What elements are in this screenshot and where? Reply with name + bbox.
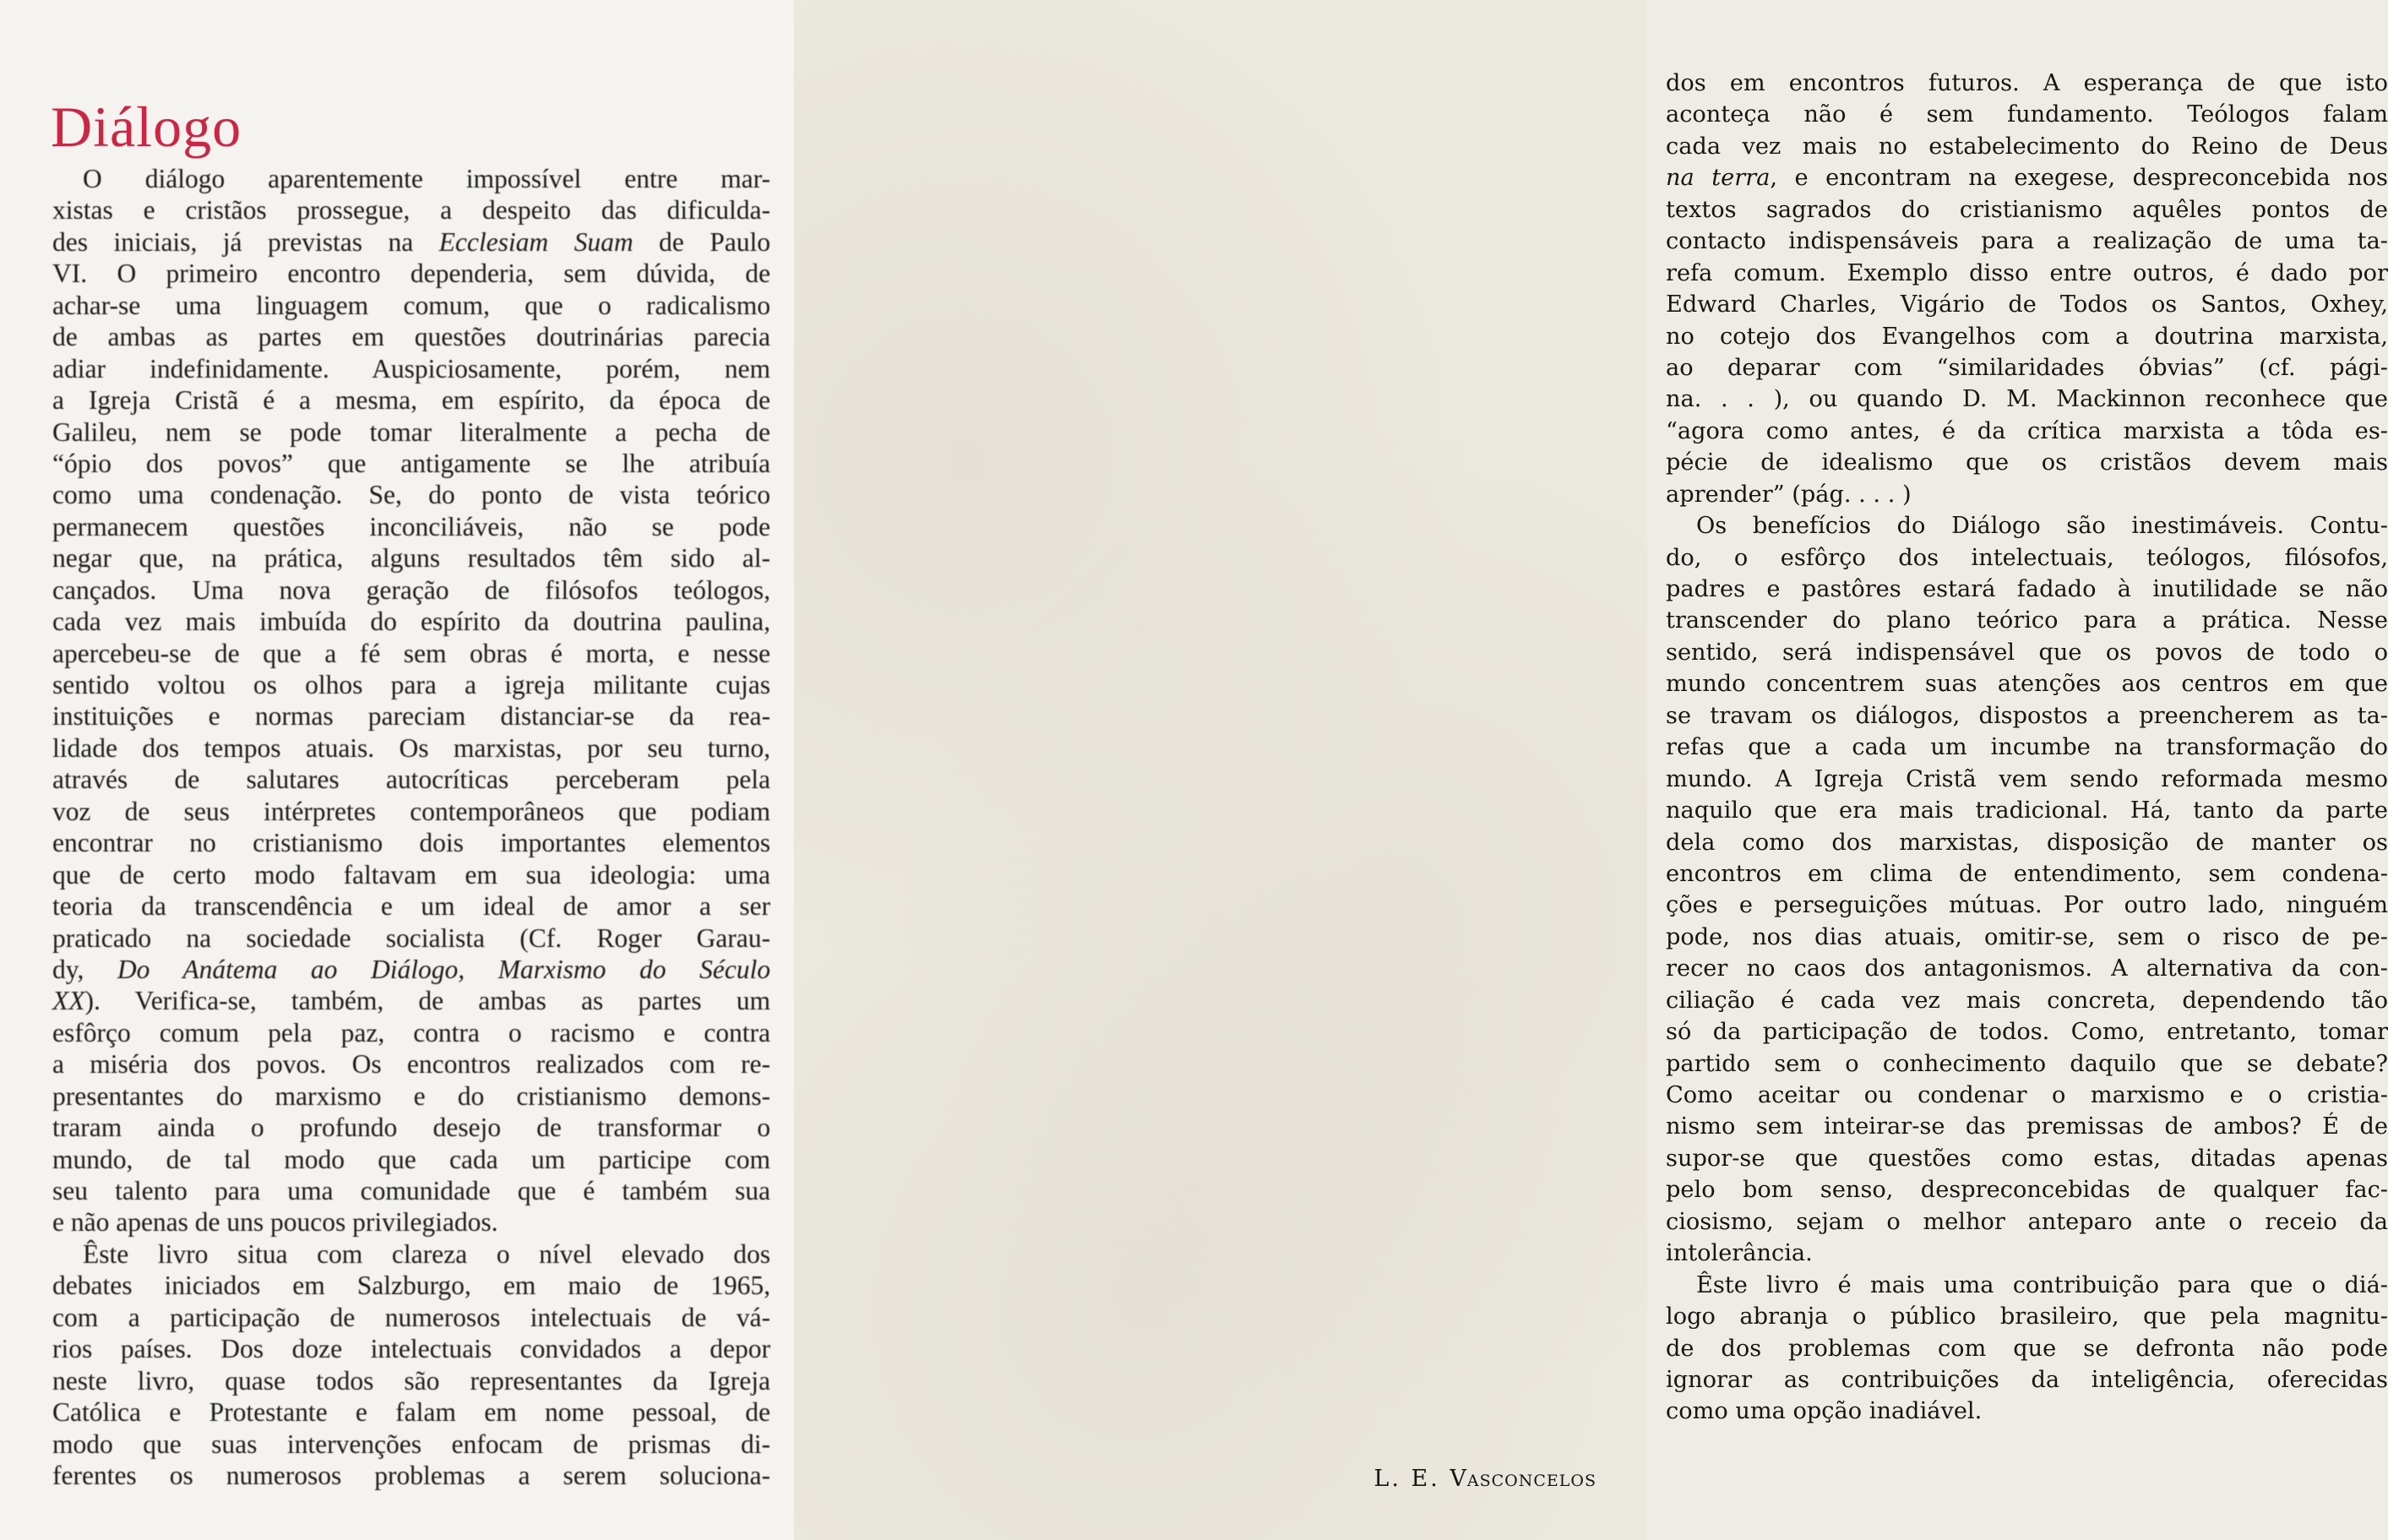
text-line: encontrar no cristianismo dois importantes elementos bbox=[52, 828, 770, 858]
author-signature bbox=[1374, 1466, 1597, 1492]
text-line: através de salutares autocríticas perceberam pela bbox=[52, 765, 770, 795]
text-line: encontros em clima de entendimento, sem condena- bbox=[1666, 860, 2388, 887]
italic-title: Ecclesiam Suam bbox=[438, 226, 634, 257]
text-line: de dos problemas com que se defronta não pode bbox=[1666, 1335, 2388, 1362]
text-line: praticado na sociedade socialista (Cf. Roger Garau- bbox=[52, 922, 770, 953]
text-line: logo abranja o público brasileiro, que pela magnitu- bbox=[1666, 1303, 2388, 1330]
text-line: contacto indispensáveis para a realização de uma ta- bbox=[1666, 228, 2388, 255]
text-run: dy, bbox=[52, 954, 117, 984]
text-line: O diálogo aparentemente impossível entre mar- bbox=[83, 164, 770, 193]
left-column-text bbox=[52, 163, 770, 1491]
text-line: pelo bom senso, despreconcebidas de qualquer fac- bbox=[1666, 1177, 2388, 1204]
text-run: , e encontram na exegese, despreconcebida nos bbox=[1770, 165, 2388, 192]
text-line: aprender” (pág. . . . ) bbox=[1666, 481, 1912, 508]
text-line: como uma condenação. Se, do ponto de vista teórico bbox=[52, 480, 770, 510]
text-line: a miséria dos povos. Os encontros realizados com re- bbox=[52, 1049, 770, 1080]
text-line: Galileu, nem se pode tomar literalmente a pecha de bbox=[52, 416, 770, 447]
text-line: ciliação é cada vez mais concreta, dependendo tão bbox=[1666, 987, 2388, 1014]
text-line: naquilo que era mais tradicional. Há, tanto da parte bbox=[1666, 797, 2388, 824]
text-line: achar-se uma linguagem comum, que o radicalismo bbox=[52, 290, 770, 320]
text-line: xistas e cristãos prossegue, a despeito das dificulda- bbox=[52, 195, 770, 226]
text-line: mundo, de tal modo que cada um participe com bbox=[52, 1144, 770, 1174]
text-line: ignorar as contribuições da inteligência, oferecidas bbox=[1666, 1366, 2388, 1393]
text-line: cada vez mais imbuída do espírito da doutrina paulina, bbox=[52, 607, 770, 637]
text-line: recer no caos dos antagonismos. A alternativa da con- bbox=[1666, 955, 2388, 982]
text-line bbox=[52, 954, 770, 985]
text-line: partido sem o conhecimento daquilo que se debate? bbox=[1666, 1050, 2388, 1077]
text-line: teoria da transcendência e um ideal de amor a ser bbox=[52, 891, 770, 922]
text-line: esfôrço comum pela paz, contra o racismo e contra bbox=[52, 1017, 770, 1048]
text-line: nismo sem inteirar-se das premissas de ambos? É de bbox=[1666, 1113, 2388, 1140]
text-run: des iniciais, já previstas na bbox=[52, 226, 439, 257]
text-line: só da participação de todos. Como, entretanto, tomar bbox=[1666, 1019, 2388, 1046]
text-line: refas que a cada um incumbe na transformação do bbox=[1666, 734, 2388, 761]
right-page bbox=[794, 0, 2388, 1540]
text-line: lidade dos tempos atuais. Os marxistas, por seu turno, bbox=[52, 732, 770, 763]
text-line: pécie de idealismo que os cristãos devem mais bbox=[1666, 449, 2388, 476]
text-line: debates iniciados em Salzburgo, em maio de 1965, bbox=[52, 1271, 770, 1301]
text-run: de Paulo bbox=[633, 226, 771, 257]
text-line: ções e perseguições mútuas. Por outro lado, ninguém bbox=[1666, 892, 2388, 919]
text-line: Edward Charles, Vigário de Todos os Santos, Oxhey, bbox=[1666, 291, 2388, 318]
text-line: “ópio dos povos” que antigamente se lhe atribuía bbox=[52, 448, 770, 478]
text-line: Católica e Protestante e falam em nome pessoal, de bbox=[52, 1397, 770, 1428]
text-line: mundo. A Igreja Cristã vem sendo reformada mesmo bbox=[1666, 765, 2388, 792]
text-line: com a participação de numerosos intelectuais de vá- bbox=[52, 1302, 770, 1332]
text-line: aconteça não é sem fundamento. Teólogos falam bbox=[1666, 101, 2388, 128]
right-column-text bbox=[1666, 68, 2388, 1428]
text-line: padres e pastôres estará fadado à inutilidade se não bbox=[1666, 576, 2388, 602]
text-line bbox=[1666, 162, 2388, 193]
text-line: seu talento para uma comunidade que é também sua bbox=[52, 1176, 770, 1205]
text-line: de ambas as partes em questões doutrinárias parecia bbox=[52, 322, 770, 352]
text-line: Êste livro é mais uma contribuição para que o diá- bbox=[1696, 1271, 2388, 1298]
text-line: adiar indefinidamente. Auspiciosamente, porém, nem bbox=[52, 353, 770, 384]
text-line bbox=[52, 985, 770, 1016]
text-line: a Igreja Cristã é a mesma, em espírito, da época de bbox=[52, 385, 770, 416]
text-line: como uma opção inadiável. bbox=[1666, 1398, 1983, 1425]
text-line: Êste livro situa com clareza o nível elevado dos bbox=[83, 1238, 770, 1269]
left-page bbox=[0, 0, 794, 1540]
text-run: ). Verifica-se, também, de ambas as partes um bbox=[84, 986, 770, 1016]
text-line: na. . . ), ou quando D. M. Mackinnon reconhece que bbox=[1666, 386, 2388, 413]
text-line: ferentes os numerosos problemas a serem soluciona- bbox=[52, 1460, 770, 1490]
text-line: traram ainda o profundo desejo de transformar o bbox=[52, 1113, 770, 1143]
text-line: cançados. Uma nova geração de filósofos teólogos, bbox=[52, 574, 770, 605]
text-line: rios países. Dos doze intelectuais convidados a depor bbox=[52, 1334, 770, 1364]
page-title: Diálogo bbox=[51, 94, 242, 159]
text-line: apercebeu-se de que a fé sem obras é morta, e nesse bbox=[52, 638, 770, 668]
text-line: modo que suas intervenções enfocam de prismas di- bbox=[52, 1428, 770, 1459]
italic-title: XX bbox=[52, 986, 85, 1016]
text-line: que de certo modo faltavam em sua ideologia: uma bbox=[52, 859, 770, 890]
italic-title: Do Anátema ao Diálogo, Marxismo do Século bbox=[117, 954, 770, 984]
text-line: VI. O primeiro encontro dependeria, sem dúvida, de bbox=[52, 258, 770, 289]
text-line: ciosismo, sejam o melhor anteparo ante o receio da bbox=[1666, 1208, 2388, 1235]
text-line: textos sagrados do cristianismo aquêles pontos de bbox=[1666, 196, 2388, 223]
text-line: e não apenas de uns poucos privilegiados. bbox=[52, 1207, 498, 1238]
author-initials: L. E. bbox=[1374, 1466, 1440, 1492]
text-line bbox=[52, 226, 770, 258]
text-line: dos em encontros futuros. A esperança de que isto bbox=[1666, 70, 2388, 96]
text-line: instituições e normas pareciam distanciar-se da rea- bbox=[52, 701, 770, 732]
text-line: intolerância. bbox=[1666, 1240, 1813, 1267]
text-line: sentido voltou os olhos para a igreja militante cujas bbox=[52, 670, 770, 699]
text-line: mundo concentrem suas atenções aos centros em que bbox=[1666, 671, 2388, 698]
text-line: sentido, será indispensável que os povos de todo o bbox=[1666, 639, 2388, 666]
text-line: no cotejo dos Evangelhos com a doutrina marxista, bbox=[1666, 323, 2388, 350]
italic-title: na terra bbox=[1666, 165, 1771, 192]
text-line: Como aceitar ou condenar o marxismo e o cristia- bbox=[1666, 1082, 2388, 1108]
text-line: Os benefícios do Diálogo são inestimáveis. Contu- bbox=[1696, 513, 2388, 540]
text-line: cada vez mais no estabelecimento do Reino de Deus bbox=[1666, 133, 2388, 160]
text-line: se travam os diálogos, dispostos a preencherem as ta- bbox=[1666, 702, 2388, 729]
text-line: pode, nos dias atuais, omitir-se, sem o risco de pe- bbox=[1666, 923, 2388, 950]
text-line: “agora como antes, é da crítica marxista a tôda es- bbox=[1666, 417, 2388, 444]
text-line: voz de seus intérpretes contemporâneos que podiam bbox=[52, 796, 770, 826]
text-line: negar que, na prática, alguns resultados têm sido al- bbox=[52, 543, 770, 574]
author-surname: Vasconcelos bbox=[1450, 1466, 1597, 1492]
text-line: refa comum. Exemplo disso entre outros, é dado por bbox=[1666, 259, 2388, 286]
text-line: transcender do plano teórico para a prática. Nesse bbox=[1666, 607, 2388, 634]
text-line: presentantes do marxismo e do cristianismo demons- bbox=[52, 1080, 770, 1111]
text-line: supor-se que questões como estas, ditadas apenas bbox=[1666, 1145, 2388, 1172]
text-line: dela como dos marxistas, disposição de manter os bbox=[1666, 829, 2388, 856]
text-line: do, o esfôrço dos intelectuais, teólogos, filósofos, bbox=[1666, 544, 2388, 571]
text-line: ao deparar com “similaridades óbvias” (cf. pági- bbox=[1666, 354, 2388, 381]
text-line: permanecem questões inconciliáveis, não se pode bbox=[52, 511, 770, 541]
text-line: neste livro, quase todos são representantes da Igreja bbox=[52, 1365, 770, 1396]
